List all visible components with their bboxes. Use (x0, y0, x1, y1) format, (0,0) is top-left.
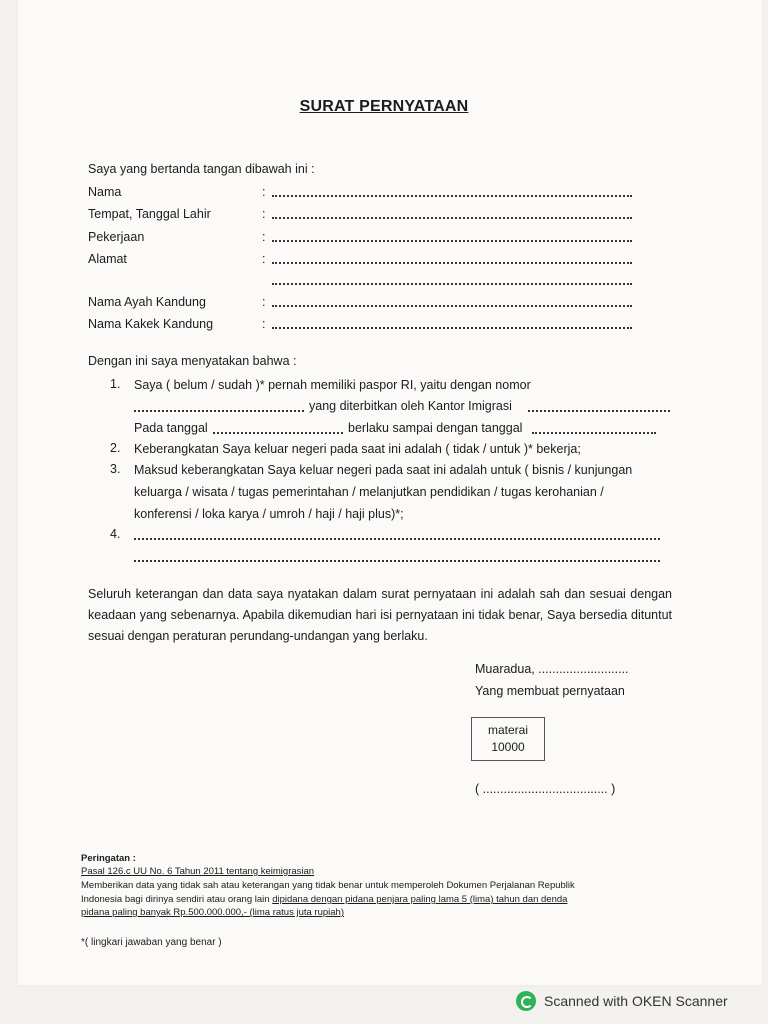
document-title: SURAT PERNYATAAN (299, 98, 469, 115)
materai-label: materai (487, 723, 528, 737)
label-tempat-tanggal-lahir: Tempat, Tanggal Lahir (88, 207, 211, 221)
immigration-office-line (528, 410, 670, 412)
item-number-2: 2. (110, 441, 121, 455)
field-line-alamat-2 (272, 283, 632, 285)
label-alamat: Alamat (88, 252, 127, 266)
warning-line-2-plain: Indonesia bagi dirinya sendiri atau orang lain (81, 894, 273, 905)
oken-scanner-logo-icon (516, 991, 536, 1011)
footnote: *( lingkari jawaban yang benar ) (81, 937, 222, 948)
warning-law-reference: Pasal 126.c UU No. 6 Tahun 2011 tentang keimigrasian (81, 866, 315, 877)
scanner-watermark (516, 990, 728, 1012)
label-nama-ayah: Nama Ayah Kandung (88, 295, 206, 309)
item-3-line-2: keluarga / wisata / tugas pemerintahan / melanjutkan pendidikan / tugas kerohanian / (134, 485, 604, 499)
item-4-line-2 (134, 560, 660, 562)
scanner-label: Scanned with OKEN Scanner (544, 993, 728, 1009)
field-line-alamat-1 (272, 262, 632, 264)
place-date: Muaradua, .......................... (475, 662, 629, 676)
issue-date-line (213, 432, 343, 434)
warning-line-2 (81, 894, 567, 906)
expiry-date-line (532, 432, 656, 434)
item-1-line-1: Saya ( belum / sudah )* pernah memiliki paspor RI, yaitu dengan nomor (134, 378, 531, 392)
field-line-ttl (272, 217, 632, 219)
item-2-text: Keberangkatan Saya keluar negeri pada saat ini adalah ( tidak / untuk )* bekerja; (134, 442, 581, 456)
item-1-line-2: yang diterbitkan oleh Kantor Imigrasi (309, 399, 512, 413)
passport-number-line (134, 410, 304, 412)
item-1-line-3b: berlaku sampai dengan tanggal (348, 421, 523, 435)
field-line-pekerjaan (272, 240, 632, 242)
label-pekerjaan: Pekerjaan (88, 230, 145, 244)
colon-ayah: : (262, 295, 266, 309)
field-line-kakek (272, 327, 632, 329)
field-line-ayah (272, 305, 632, 307)
colon-pekerjaan: : (262, 230, 266, 244)
intro-text: Saya yang bertanda tangan dibawah ini : (88, 162, 315, 176)
materai-value: 10000 (491, 740, 525, 754)
stamp-duty-box (471, 717, 545, 761)
label-nama-kakek: Nama Kakek Kandung (88, 317, 214, 331)
item-number-1: 1. (110, 377, 121, 391)
warning-heading: Peringatan : (81, 853, 136, 864)
signer-name-line: ( .................................... ) (475, 782, 616, 796)
colon-alamat: : (262, 252, 266, 266)
colon-kakek: : (262, 317, 266, 331)
item-number-3: 3. (110, 462, 121, 476)
statement-intro: Dengan ini saya menyatakan bahwa : (88, 354, 297, 368)
warning-line-1: Memberikan data yang tidak sah atau keterangan yang tidak benar untuk memperoleh Dokumen Perjalanan Republik (81, 880, 575, 891)
warning-line-3: pidana paling banyak Rp.500.000.000,- (lima ratus juta rupiah) (81, 907, 344, 918)
item-number-4: 4. (110, 527, 121, 541)
colon-nama: : (262, 185, 266, 199)
item-3-line-1: Maksud keberangkatan Saya keluar negeri pada saat ini adalah untuk ( bisnis / kunjungan (134, 463, 633, 477)
item-4-line-1 (134, 538, 660, 540)
closing-paragraph: Seluruh keterangan dan data saya nyatakan dalam surat pernyataan ini adalah sah dan sesuai dengan keadaan yang sebenarnya. Apabila dikemudian hari isi pernyataan ini tidak benar, Saya bersedia dituntut sesuai dengan peraturan perundang-undangan yang berlaku. (88, 587, 672, 643)
warning-line-2-penalty: dipidana dengan pidana penjara paling lama 5 (lima) tahun dan denda (272, 894, 568, 905)
colon-ttl: : (262, 207, 266, 221)
item-3-line-3: konferensi / loka karya / umroh / haji / haji plus)*; (134, 507, 404, 521)
signer-role: Yang membuat pernyataan (475, 684, 625, 698)
item-1-line-3a: Pada tanggal (134, 421, 208, 435)
field-line-nama (272, 195, 632, 197)
label-nama: Nama (88, 185, 122, 199)
